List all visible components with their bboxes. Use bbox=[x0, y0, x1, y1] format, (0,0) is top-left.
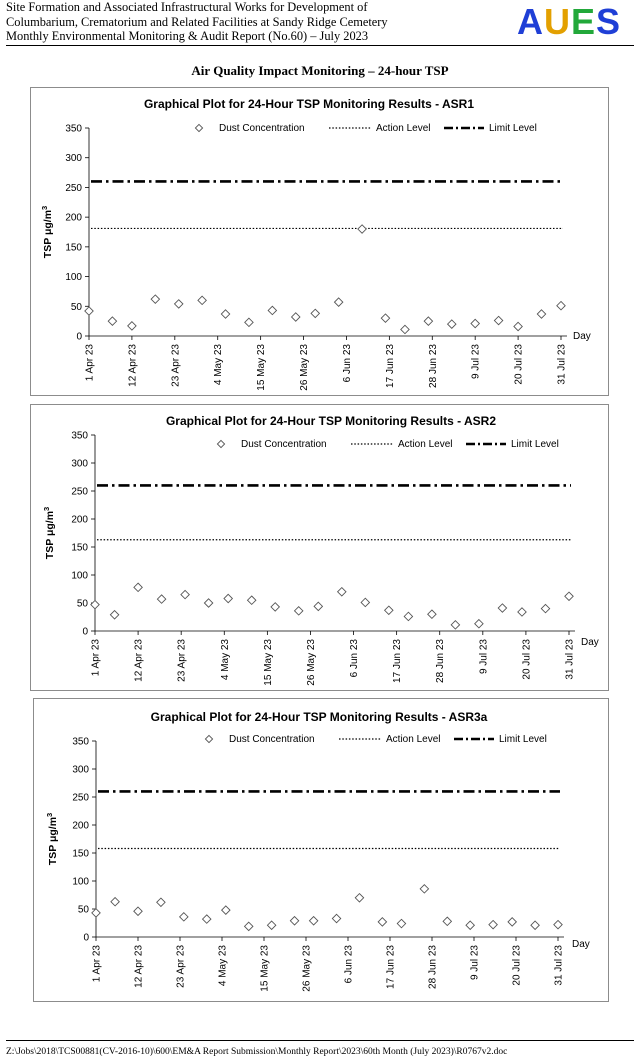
x-tick-label: 26 May 23 bbox=[305, 639, 317, 686]
legend-label-action: Action Level bbox=[386, 734, 441, 745]
data-point bbox=[424, 317, 432, 325]
data-point bbox=[554, 920, 562, 928]
data-point bbox=[338, 588, 346, 596]
x-tick-label: 20 Jul 23 bbox=[521, 639, 533, 680]
y-tick-label: 100 bbox=[65, 272, 82, 284]
x-axis-label: Day bbox=[573, 331, 591, 342]
x-tick-label: 9 Jul 23 bbox=[478, 639, 490, 675]
y-tick-label: 100 bbox=[72, 876, 89, 888]
header-line-2: Columbarium, Crematorium and Related Facilities at Sandy Ridge Cemetery bbox=[6, 14, 388, 29]
data-point bbox=[471, 319, 479, 327]
chart-asr3a bbox=[34, 699, 608, 1001]
x-tick-label: 28 Jun 23 bbox=[427, 344, 439, 388]
data-point bbox=[271, 603, 279, 611]
y-tick-label: 350 bbox=[65, 123, 82, 135]
data-point bbox=[498, 604, 506, 612]
data-point bbox=[108, 317, 116, 325]
x-tick-label: 31 Jul 23 bbox=[556, 344, 568, 385]
x-tick-label: 17 Jun 23 bbox=[384, 344, 396, 388]
data-point bbox=[267, 921, 275, 929]
chart-asr1 bbox=[31, 88, 608, 395]
data-point bbox=[404, 612, 412, 620]
data-point bbox=[332, 914, 340, 922]
chart-frame-asr2 bbox=[30, 404, 609, 691]
chart-title: Graphical Plot for 24-Hour TSP Monitoring Results - ASR1 bbox=[143, 97, 475, 111]
data-point bbox=[245, 922, 253, 930]
x-axis-label: Day bbox=[581, 637, 599, 648]
data-point bbox=[203, 915, 211, 923]
data-point bbox=[204, 599, 212, 607]
data-point bbox=[531, 921, 539, 929]
data-point bbox=[448, 320, 456, 328]
data-point bbox=[397, 919, 405, 927]
y-tick-label: 0 bbox=[83, 932, 89, 944]
x-tick-label: 17 Jun 23 bbox=[385, 945, 397, 989]
y-tick-label: 200 bbox=[72, 820, 89, 832]
y-tick-label: 350 bbox=[71, 430, 88, 442]
data-point bbox=[355, 894, 363, 902]
x-tick-label: 23 Apr 23 bbox=[175, 945, 187, 988]
data-point bbox=[309, 917, 317, 925]
legend-marker-dust bbox=[205, 735, 212, 742]
data-point bbox=[111, 898, 119, 906]
data-point bbox=[221, 310, 229, 318]
logo-letter-s: S bbox=[596, 1, 622, 42]
x-tick-label: 6 Jun 23 bbox=[349, 639, 361, 678]
y-axis-label-superscript: 3 bbox=[40, 205, 49, 210]
x-tick-label: 17 Jun 23 bbox=[392, 639, 404, 683]
x-tick-label: 15 May 23 bbox=[259, 945, 271, 992]
data-point bbox=[541, 604, 549, 612]
chart-title: Graphical Plot for 24-Hour TSP Monitoring Results - ASR3a bbox=[150, 710, 488, 724]
x-tick-label: 12 Apr 23 bbox=[133, 639, 145, 682]
legend-label-dust: Dust Concentration bbox=[229, 734, 315, 745]
x-axis-label: Day bbox=[572, 939, 590, 950]
footer-path: Z:\Jobs\2018\TCS00881(CV-2016-10)\600\EM&A Report Submission\Monthly Report\2023\60th Month (July 2023)\R0767v2.doc bbox=[6, 1047, 508, 1057]
header-rule bbox=[6, 45, 634, 46]
x-tick-label: 23 Apr 23 bbox=[176, 639, 188, 682]
chart-frame-asr1 bbox=[30, 87, 609, 396]
x-tick-label: 26 May 23 bbox=[299, 344, 311, 391]
data-point bbox=[451, 621, 459, 629]
data-point bbox=[361, 598, 369, 606]
y-axis-label: TSP $\mu g/m^3$ bbox=[45, 812, 59, 866]
x-tick-label: 28 Jun 23 bbox=[427, 945, 439, 989]
report-header bbox=[6, 0, 476, 44]
data-point bbox=[157, 595, 165, 603]
data-point bbox=[224, 594, 232, 602]
y-tick-label: 350 bbox=[72, 736, 89, 748]
x-tick-label: 4 May 23 bbox=[213, 344, 225, 386]
data-point bbox=[134, 907, 142, 915]
y-tick-label: 300 bbox=[72, 764, 89, 776]
legend-label-limit: Limit Level bbox=[511, 439, 559, 450]
y-tick-label: 50 bbox=[76, 598, 88, 610]
y-tick-label: 300 bbox=[71, 458, 88, 470]
y-axis-label: TSP $\mu g/m^3$ bbox=[42, 506, 56, 560]
y-tick-label: 300 bbox=[65, 153, 82, 165]
logo-letter-e: E bbox=[571, 1, 597, 42]
x-tick-label: 26 May 23 bbox=[301, 945, 313, 992]
data-point bbox=[175, 300, 183, 308]
legend-marker-dust bbox=[195, 124, 202, 131]
legend-marker-dust bbox=[217, 440, 224, 447]
data-point bbox=[428, 610, 436, 618]
x-tick-label: 15 May 23 bbox=[262, 639, 274, 686]
x-tick-label: 1 Apr 23 bbox=[84, 344, 96, 382]
y-tick-label: 50 bbox=[77, 904, 89, 916]
x-tick-label: 20 Jul 23 bbox=[513, 344, 525, 385]
header-line-1: Site Formation and Associated Infrastructural Works for Development of bbox=[6, 0, 368, 14]
data-point bbox=[557, 301, 565, 309]
x-tick-label: 4 May 23 bbox=[219, 639, 231, 681]
y-tick-label: 150 bbox=[72, 848, 89, 860]
x-tick-label: 6 Jun 23 bbox=[341, 344, 353, 383]
data-point bbox=[385, 606, 393, 614]
legend-label-dust: Dust Concentration bbox=[219, 123, 305, 134]
y-axis-label-superscript: 3 bbox=[45, 812, 54, 817]
data-point bbox=[128, 322, 136, 330]
x-tick-label: 31 Jul 23 bbox=[564, 639, 576, 680]
data-point bbox=[92, 909, 100, 917]
x-tick-label: 1 Apr 23 bbox=[90, 639, 102, 677]
x-tick-label: 9 Jul 23 bbox=[469, 945, 481, 981]
y-tick-label: 150 bbox=[71, 542, 88, 554]
y-tick-label: 250 bbox=[72, 792, 89, 804]
y-tick-label: 100 bbox=[71, 570, 88, 582]
data-point bbox=[420, 885, 428, 893]
chart-frame-asr3a bbox=[33, 698, 609, 1002]
y-tick-label: 250 bbox=[65, 182, 82, 194]
data-point bbox=[110, 611, 118, 619]
legend-label-limit: Limit Level bbox=[489, 123, 537, 134]
data-point bbox=[222, 906, 230, 914]
data-point bbox=[378, 918, 386, 926]
data-point bbox=[401, 325, 409, 333]
data-point bbox=[514, 322, 522, 330]
logo-letter-a: A bbox=[517, 1, 544, 42]
aues-logo bbox=[517, 2, 621, 42]
y-tick-label: 50 bbox=[70, 301, 82, 313]
y-tick-label: 250 bbox=[71, 486, 88, 498]
x-tick-label: 9 Jul 23 bbox=[470, 344, 482, 380]
data-point bbox=[494, 316, 502, 324]
data-point bbox=[295, 607, 303, 615]
y-axis-label-superscript: 3 bbox=[42, 506, 51, 511]
data-point bbox=[180, 913, 188, 921]
data-point bbox=[314, 602, 322, 610]
x-tick-label: 4 May 23 bbox=[217, 945, 229, 987]
data-point bbox=[381, 314, 389, 322]
data-point bbox=[134, 583, 142, 591]
data-point bbox=[358, 225, 366, 233]
legend-label-action: Action Level bbox=[376, 123, 431, 134]
data-point bbox=[247, 596, 255, 604]
chart-asr2 bbox=[31, 405, 608, 690]
x-tick-label: 6 Jun 23 bbox=[343, 945, 355, 984]
x-tick-label: 31 Jul 23 bbox=[553, 945, 565, 986]
data-point bbox=[489, 920, 497, 928]
data-point bbox=[151, 295, 159, 303]
data-point bbox=[518, 608, 526, 616]
chart-title: Graphical Plot for 24-Hour TSP Monitoring Results - ASR2 bbox=[165, 414, 497, 428]
data-point bbox=[334, 298, 342, 306]
data-point bbox=[245, 318, 253, 326]
legend-label-dust: Dust Concentration bbox=[241, 439, 327, 450]
legend-label-action: Action Level bbox=[398, 439, 453, 450]
section-title: Air Quality Impact Monitoring – 24-hour TSP bbox=[191, 63, 449, 78]
data-point bbox=[85, 307, 93, 315]
x-tick-label: 20 Jul 23 bbox=[511, 945, 523, 986]
x-tick-label: 12 Apr 23 bbox=[127, 344, 139, 387]
y-axis-label: TSP $\mu g/m^3$ bbox=[40, 205, 54, 259]
y-tick-label: 150 bbox=[65, 242, 82, 254]
data-point bbox=[537, 310, 545, 318]
data-point bbox=[475, 620, 483, 628]
data-point bbox=[268, 306, 276, 314]
legend-label-limit: Limit Level bbox=[499, 734, 547, 745]
x-tick-label: 23 Apr 23 bbox=[170, 344, 182, 387]
data-point bbox=[181, 590, 189, 598]
data-point bbox=[157, 898, 165, 906]
x-tick-label: 1 Apr 23 bbox=[91, 945, 103, 983]
data-point bbox=[508, 918, 516, 926]
y-tick-label: 0 bbox=[76, 331, 82, 343]
data-point bbox=[91, 600, 99, 608]
y-tick-label: 0 bbox=[82, 626, 88, 638]
y-tick-label: 200 bbox=[65, 212, 82, 224]
data-point bbox=[292, 313, 300, 321]
x-tick-label: 15 May 23 bbox=[256, 344, 268, 391]
data-point bbox=[198, 296, 206, 304]
logo-letter-u: U bbox=[544, 1, 571, 42]
data-point bbox=[443, 917, 451, 925]
data-point bbox=[466, 921, 474, 929]
x-tick-label: 12 Apr 23 bbox=[133, 945, 145, 988]
y-tick-label: 200 bbox=[71, 514, 88, 526]
data-point bbox=[290, 917, 298, 925]
data-point bbox=[565, 592, 573, 600]
data-point bbox=[311, 309, 319, 317]
header-line-3: Monthly Environmental Monitoring & Audit Report (No.60) – July 2023 bbox=[6, 29, 369, 44]
footer-rule bbox=[6, 1040, 634, 1041]
x-tick-label: 28 Jun 23 bbox=[435, 639, 447, 683]
